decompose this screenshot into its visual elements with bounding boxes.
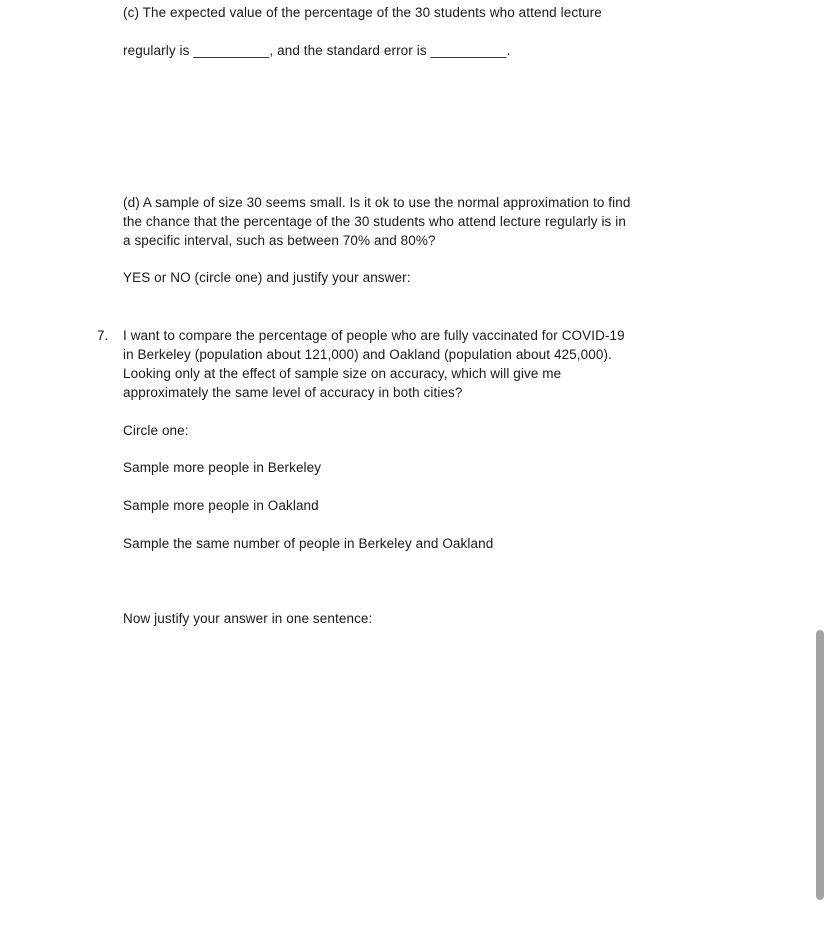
question-7-number: 7. xyxy=(97,328,109,343)
question-7-option-oakland: Sample more people in Oakland xyxy=(123,498,319,513)
question-7-option-berkeley: Sample more people in Berkeley xyxy=(123,460,322,475)
question-7-line-4: approximately the same level of accuracy in both cities? xyxy=(123,385,463,400)
question-7-circle-prompt: Circle one: xyxy=(123,423,189,438)
question-7-line-3: Looking only at the effect of sample size on accuracy, which will give me xyxy=(123,366,562,381)
question-d-line-3: a specific interval, such as between 70% and 80%? xyxy=(123,233,436,248)
question-7-justify-prompt: Now justify your answer in one sentence: xyxy=(123,611,373,626)
question-7-option-same-number: Sample the same number of people in Berkeley and Oakland xyxy=(123,536,494,551)
question-d-paragraph xyxy=(123,193,630,250)
question-d-yes-no-prompt: YES or NO (circle one) and justify your answer: xyxy=(123,270,411,285)
question-d-line-1: (d) A sample of size 30 seems small. Is it ok to use the normal approximation to find xyxy=(123,195,631,210)
question-7-line-2: in Berkeley (population about 121,000) and Oakland (population about 425,000). xyxy=(123,347,612,362)
question-c-line-2: regularly is __________, and the standard error is __________. xyxy=(123,43,511,58)
question-d-line-2: the chance that the percentage of the 30 students who attend lecture regularly is in xyxy=(123,214,626,229)
question-7-paragraph xyxy=(123,326,625,402)
question-7-line-1: I want to compare the percentage of people who are fully vaccinated for COVID-19 xyxy=(123,328,625,343)
question-c-line-1: (c) The expected value of the percentage of the 30 students who attend lecture xyxy=(123,5,602,20)
vertical-scrollbar-thumb[interactable] xyxy=(816,630,824,900)
